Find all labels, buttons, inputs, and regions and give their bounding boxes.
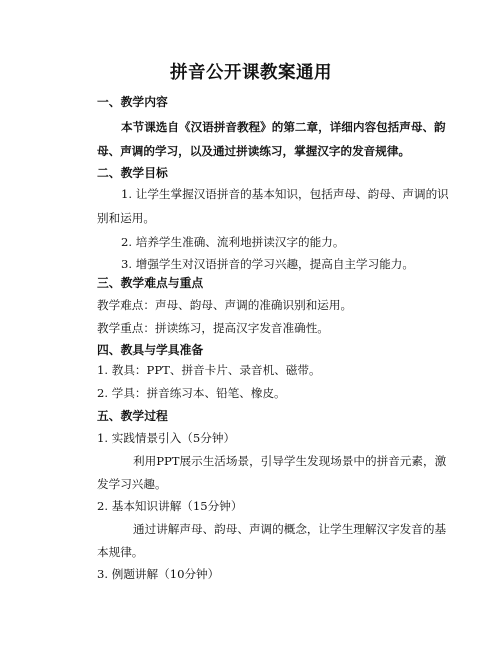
process-step-2-desc-line-1: 通过讲解声母、韵母、声调的概念，让学生理解汉字发音的基 bbox=[133, 522, 447, 536]
objective-item-1-line-2: 别和运用。 bbox=[97, 211, 155, 225]
content-paragraph-line-1: 本节课选自《汉语拼音教程》的第二章，详细内容包括声母、韵 bbox=[121, 120, 446, 134]
section-heading-content: 一、教学内容 bbox=[97, 95, 168, 109]
section-heading-materials: 四、教具与学具准备 bbox=[97, 343, 204, 357]
process-step-2: 2. 基本知识讲解（15分钟） bbox=[97, 499, 243, 513]
objective-item-1-line-1: 1. 让学生掌握汉语拼音的基本知识，包括声母、韵母、声调的识 bbox=[121, 187, 449, 201]
content-paragraph-line-2: 母、声调的学习，以及通过拼读练习，掌握汉字的发音规律。 bbox=[97, 144, 411, 158]
materials-item-2: 2. 学具：拼音练习本、铅笔、橡皮。 bbox=[97, 386, 286, 400]
document-title: 拼音公开课教案通用 bbox=[170, 63, 332, 83]
difficulty-text: 教学难点：声母、韵母、声调的准确识别和运用。 bbox=[97, 298, 353, 312]
objective-item-3: 3. 增强学生对汉语拼音的学习兴趣，提高自主学习能力。 bbox=[121, 257, 414, 271]
objective-item-2: 2. 培养学生准确、流利地拼读汉字的能力。 bbox=[121, 235, 345, 249]
section-heading-process: 五、教学过程 bbox=[97, 409, 168, 423]
process-step-3: 3. 例题讲解（10分钟） bbox=[97, 567, 220, 581]
section-heading-difficulties: 三、教学难点与重点 bbox=[97, 276, 204, 290]
key-point-text: 教学重点：拼读练习，提高汉字发音准确性。 bbox=[97, 321, 329, 335]
section-heading-objectives: 二、教学目标 bbox=[97, 166, 168, 180]
process-step-1-desc-line-2: 发学习兴趣。 bbox=[97, 477, 167, 491]
process-step-2-desc-line-2: 本规律。 bbox=[97, 545, 144, 559]
process-step-1: 1. 实践情景引入（5分钟） bbox=[97, 431, 236, 445]
materials-item-1: 1. 教具：PPT、拼音卡片、录音机、磁带。 bbox=[97, 363, 321, 377]
process-step-1-desc-line-1: 利用PPT展示生活场景，引导学生发现场景中的拼音元素，激 bbox=[133, 454, 447, 468]
